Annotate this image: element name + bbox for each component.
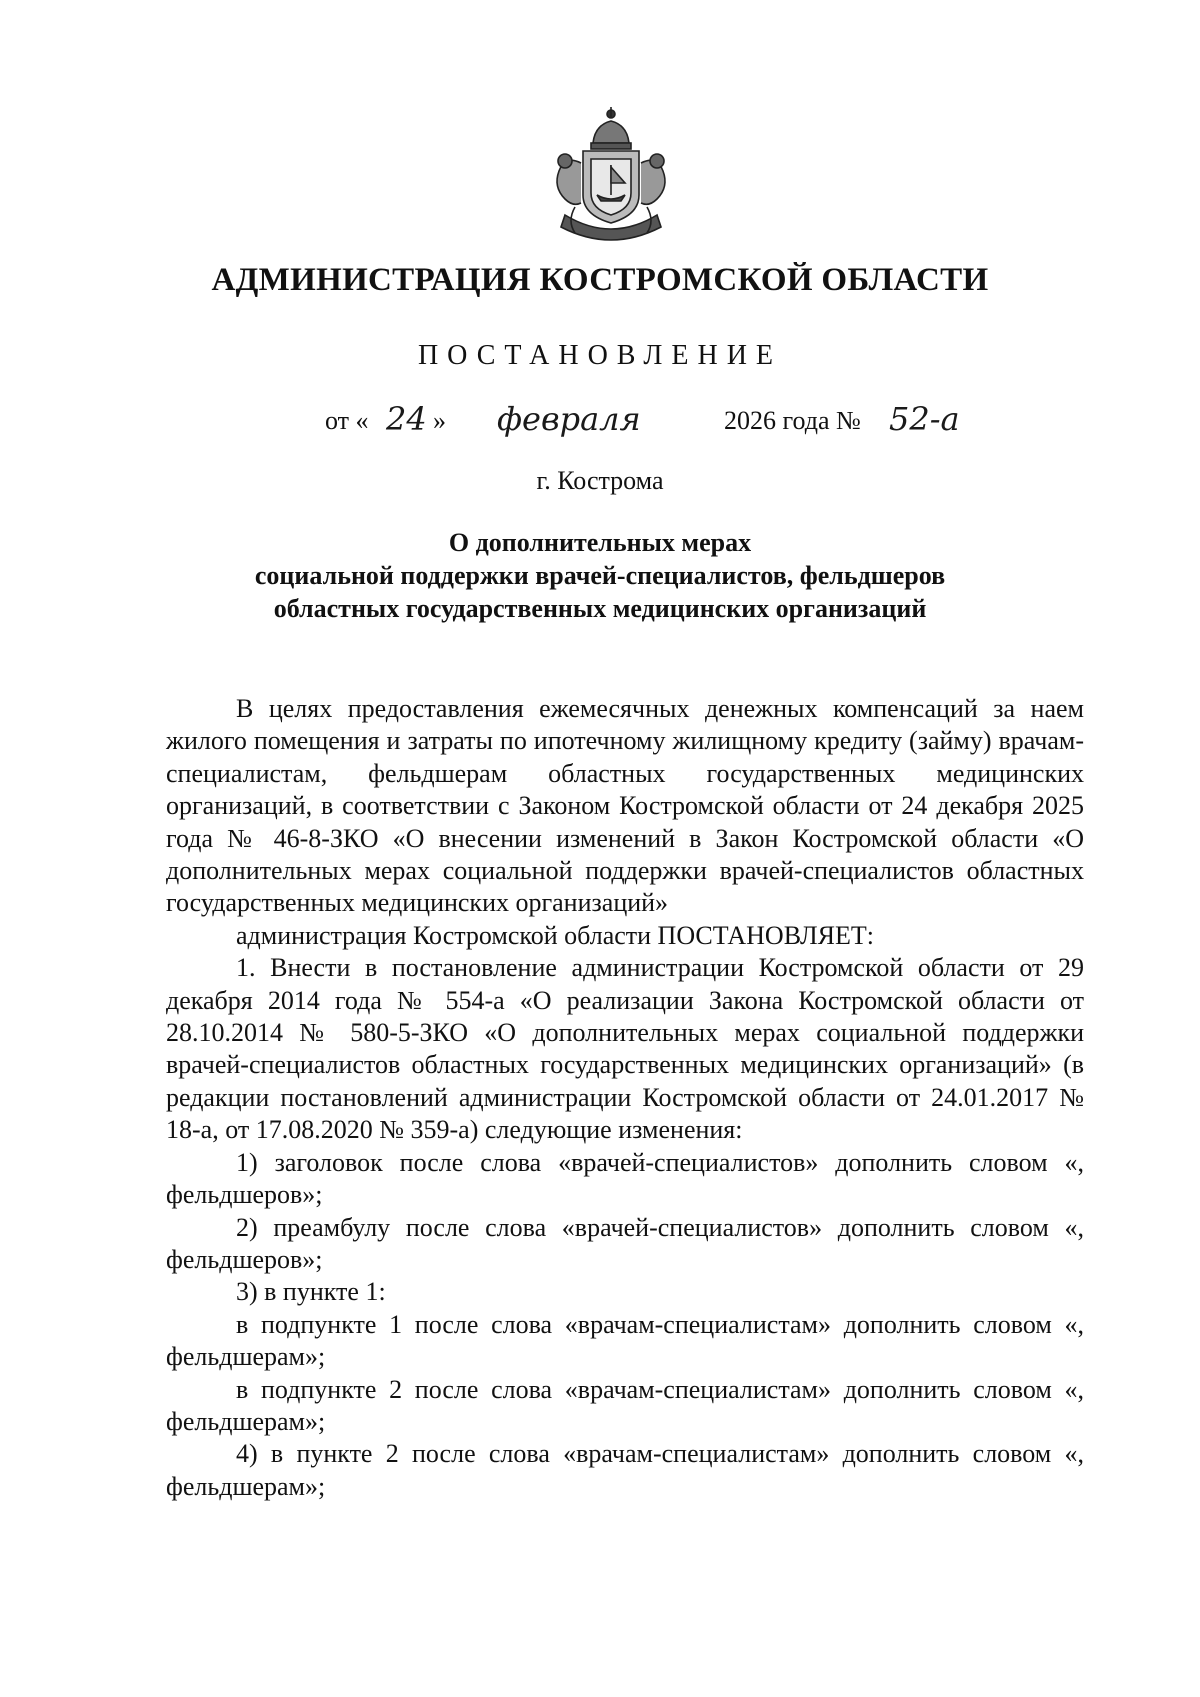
date-year-text: 2026 года № [724,406,861,435]
body-paragraph: В целях предоставления ежемесячных денежных компенсаций за наем жилого помещения и затраты по ипотечному жилищному кредиту (займу) врачам-специалистам, фельдшерам областных государственных медицинских организаций, в соответствии с Законом Костромской области от 24 декабря 2025 года № 46-8-ЗКО «О внесении изменений в Закон Костромской области «О дополнительных мерах социальной поддержки врачей-специалистов областных государственных медицинских организаций» [166,694,1084,918]
city-line: г. Кострома [536,466,664,495]
body-paragraph: в подпункте 1 после слова «врачам-специалистам» дополнить словом «, фельдшерам»; [166,1309,1084,1372]
body-paragraph: 2) преамбулу после слова «врачей-специалистов» дополнить словом «, фельдшеров»; [166,1212,1084,1274]
body-paragraph: 3) в пункте 1: [236,1277,386,1307]
body-paragraph: 1) заголовок после слова «врачей-специалистов» дополнить словом «, фельдшеров»; [166,1147,1084,1210]
date-day-close: » [433,406,446,435]
subject-line-3: областных государственных медицинских организаций [273,594,927,623]
organization-title: АДМИНИСТРАЦИЯ КОСТРОМСКОЙ ОБЛАСТИ [211,262,989,298]
document-subject [150,526,1050,625]
body-paragraph: 1. Внести в постановление администрации Костромской области от 29 декабря 2014 года № 554-а «О реализации Закона Костромской области от 28.10.2014 № 580-5-ЗКО «О дополнительных мерах социальной поддержки врачей-специалистов областных государственных медицинских организаций» (в редакции постановлений администрации Костромской области от 24.01.2017 № 18-а, от 17.08.2020 № 359-а) следующие изменения: [166,953,1084,1145]
subject-line-1: О дополнительных мерах [448,528,752,557]
handwritten-number: 52-а [889,400,960,438]
subject-line-2: социальной поддержки врачей-специалистов, фельдшеров [254,561,946,590]
body-paragraph: в подпункте 2 после слова «врачам-специалистам» дополнить словом «, фельдшерам»; [166,1374,1084,1436]
date-prefix: от « [325,406,369,435]
date-number-line [0,400,1200,448]
body-paragraph: администрация Костромской области ПОСТАНОВЛЯЕТ: [236,920,875,950]
document-type-heading: ПОСТАНОВЛЕНИЕ [417,340,783,371]
document-body [166,693,1084,1503]
handwritten-day: 24 [386,400,427,438]
coat-of-arms-icon [545,103,677,253]
handwritten-month: февраля [497,400,641,438]
body-paragraph: 4) в пункте 2 после слова «врачам-специалистам» дополнить словом «, фельдшерам»; [166,1439,1084,1501]
